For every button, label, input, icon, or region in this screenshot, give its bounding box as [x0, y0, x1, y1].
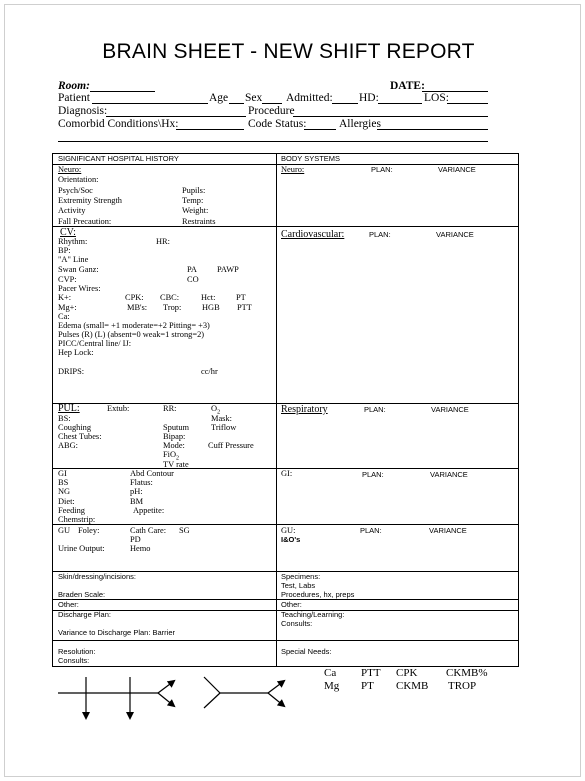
pulses-label: Pulses (R) (L) (absent=0 weak=1 strong=2): [58, 330, 205, 339]
restraints-label: Restraints: [182, 217, 216, 226]
cvp-label: CVP:: [58, 275, 77, 284]
mbs-label: MB's:: [127, 303, 148, 312]
resolution-label: Resolution:: [58, 647, 96, 656]
flatus-label: Flatus:: [130, 478, 153, 487]
discharge-label: Discharge Plan:: [58, 610, 111, 619]
extremity-label: Extremity Strength: [58, 196, 122, 205]
gi-system-label: GI:: [281, 469, 293, 478]
consults-right-label: Consults:: [281, 619, 313, 628]
resp-plan-label: PLAN:: [364, 405, 386, 414]
pawp-label: PAWP: [217, 265, 239, 274]
diet-label: Diet:: [58, 497, 75, 506]
pa-label: PA: [187, 265, 197, 274]
grid-line: [53, 640, 518, 641]
hd-field[interactable]: [378, 103, 422, 104]
test-labs-label: Test, Labs: [281, 581, 316, 590]
respiratory-label: Respiratory: [281, 404, 328, 415]
hr-label: HR:: [156, 237, 170, 246]
other-left-label: Other:: [58, 600, 79, 609]
other-right-label: Other:: [281, 600, 302, 609]
swan-label: Swan Ganz:: [58, 265, 99, 274]
gu-variance-label: VARIANCE: [429, 526, 467, 535]
cardiovascular-label: Cardiovascular:: [281, 229, 345, 240]
pul-title: PUL:: [58, 403, 80, 414]
lab-ckmb-pct: CKMB%: [446, 667, 488, 679]
procedures-label: Procedures, hx, preps: [281, 590, 355, 599]
procedure-field[interactable]: [293, 116, 488, 117]
patient-label: Patient: [58, 92, 90, 104]
los-field[interactable]: [447, 103, 488, 104]
cv-title: CV:: [60, 227, 76, 238]
bm-label: BM: [130, 497, 144, 506]
skin-label: Skin/dressing/incisions:: [58, 572, 136, 581]
braden-label: Braden Scale:: [58, 590, 106, 599]
room-label: Room:: [58, 80, 90, 92]
extub-label: Extub:: [107, 404, 130, 413]
los-label: LOS:: [424, 92, 449, 104]
gu-system-label: GU:: [281, 526, 296, 535]
gu-plan-label: PLAN:: [360, 526, 382, 535]
lab-mg: Mg: [324, 680, 340, 692]
sg-label: SG: [179, 526, 190, 535]
hd-label: HD:: [359, 92, 379, 104]
cchr-label: cc/hr: [201, 367, 218, 376]
urine-label: Urine Output:: [58, 544, 105, 553]
lab-trop: TROP: [448, 680, 477, 692]
weight-label: Weight:: [182, 206, 209, 215]
procedure-label: Procedure: [248, 105, 295, 117]
edema-label: Edema (small= +1 moderate=+2 Pitting= +3): [58, 321, 210, 330]
comorbid-label: Comorbid Conditions\Hx:: [58, 118, 179, 130]
consults-left-label: Consults:: [58, 656, 90, 665]
room-field[interactable]: [90, 91, 155, 92]
gi-bs-label: BS: [58, 478, 69, 487]
ph-label: pH:: [130, 487, 143, 496]
sputum-label: Sputum: [163, 423, 190, 432]
trop-label: Trop:: [163, 303, 182, 312]
cbc-label: CBC:: [160, 293, 180, 302]
bp-label: BP:: [58, 246, 71, 255]
feeding-label: Feeding: [58, 506, 85, 515]
gi-variance-label: VARIANCE: [430, 470, 468, 479]
ptt-label: PTT: [237, 303, 252, 312]
mg-label: Mg+:: [58, 303, 77, 312]
specimens-label: Specimens:: [281, 572, 321, 581]
psych-label: Psych/Soc: [58, 186, 93, 195]
fio2-subscript: 2: [176, 455, 180, 462]
grid-line: [53, 226, 518, 227]
special-needs-label: Special Needs:: [281, 647, 332, 656]
resp-variance-label: VARIANCE: [431, 405, 469, 414]
mode-label: Mode:: [163, 441, 185, 450]
cv-variance-label: VARIANCE: [436, 230, 474, 239]
allergies-field[interactable]: [377, 129, 488, 130]
variance-dc-label: Variance to Discharge Plan: Barrier: [58, 628, 175, 637]
lab-ptt: PTT: [361, 667, 381, 679]
teaching-label: Teaching/Learning:: [281, 610, 345, 619]
rhythm-label: Rhythm:: [58, 237, 88, 246]
lab-ckmb: CKMB: [396, 680, 429, 692]
page-title: BRAIN SHEET - NEW SHIFT REPORT: [102, 40, 475, 63]
cuff-label: Cuff Pressure: [208, 441, 254, 450]
fio2-text: FiO: [163, 450, 177, 459]
appetite-label: Appetite:: [133, 506, 165, 515]
cv-plan-label: PLAN:: [369, 230, 391, 239]
coughing-label: Coughing: [58, 423, 92, 432]
pacer-label: Pacer Wires:: [58, 284, 101, 293]
cath-care-label: Cath Care:: [130, 526, 167, 535]
foley-label: Foley:: [78, 526, 100, 535]
lab-pt: PT: [361, 680, 374, 692]
a-line-label: "A" Line: [58, 255, 89, 264]
diagnosis-label: Diagnosis:: [58, 105, 108, 117]
date-label: DATE:: [390, 80, 425, 92]
lab-cpk: CPK: [396, 667, 418, 679]
age-field[interactable]: [229, 103, 244, 104]
picc-label: PICC/Central line/ IJ:: [58, 339, 132, 348]
column-divider: [276, 154, 277, 666]
blank-line[interactable]: [58, 141, 488, 142]
comorbid-field[interactable]: [176, 129, 244, 130]
pupils-label: Pupils:: [182, 186, 206, 195]
pd-label: PD: [130, 535, 141, 544]
neuro-title: Neuro:: [58, 165, 82, 174]
rr-label: RR:: [163, 404, 177, 413]
abg-label: ABG:: [58, 441, 79, 450]
ca-label: Ca:: [58, 312, 70, 321]
io-label: I&O's: [281, 535, 301, 544]
patient-field[interactable]: [92, 103, 208, 104]
code-status-label: Code Status:: [248, 118, 307, 130]
hgb-label: HGB: [202, 303, 220, 312]
mask-label: Mask:: [211, 414, 232, 423]
neuro-plan-label: PLAN:: [371, 165, 393, 174]
gi-label: GI: [58, 469, 67, 478]
drips-label: DRIPS:: [58, 367, 85, 376]
history-heading: SIGNIFICANT HOSPITAL HISTORY: [58, 154, 179, 163]
chest-tubes-label: Chest Tubes:: [58, 432, 102, 441]
tv-rate-label: TV rate: [163, 460, 189, 469]
temp-label: Temp:: [182, 196, 204, 205]
triflow-label: Triflow: [211, 423, 237, 432]
abd-label: Abd Contour: [130, 469, 174, 478]
activity-label: Activity: [58, 206, 86, 215]
admitted-field[interactable]: [332, 103, 358, 104]
code-status-field[interactable]: [304, 129, 336, 130]
admitted-label: Admitted:: [286, 92, 333, 104]
orientation-label: Orientation:: [58, 175, 99, 184]
neuro-variance-label: VARIANCE: [438, 165, 476, 174]
pt-label: PT: [236, 293, 246, 302]
chemstrip-label: Chemstrip:: [58, 515, 96, 524]
k-label: K+:: [58, 293, 72, 302]
cpk-label: CPK:: [125, 293, 144, 302]
gu-label: GU: [58, 526, 71, 535]
sex-label: Sex: [245, 92, 263, 104]
allergies-label: Allergies: [339, 118, 381, 130]
lab-ca: Ca: [324, 667, 337, 679]
sex-field[interactable]: [262, 103, 282, 104]
ng-label: NG: [58, 487, 71, 496]
o2-text: O: [211, 404, 218, 413]
hct-label: Hct:: [201, 293, 216, 302]
hemo-label: Hemo: [130, 544, 151, 553]
bs-label: BS:: [58, 414, 71, 423]
grid-line: [53, 524, 518, 525]
fall-label: Fall Precaution:: [58, 217, 112, 226]
o2-subscript: 2: [217, 409, 221, 416]
age-label: Age: [209, 92, 229, 104]
systems-heading: BODY SYSTEMS: [281, 154, 341, 163]
co-label: CO: [187, 275, 199, 284]
diagnosis-field[interactable]: [106, 116, 246, 117]
gi-plan-label: PLAN:: [362, 470, 384, 479]
bipap-label: Bipap:: [163, 432, 186, 441]
neuro-system-label: Neuro:: [281, 165, 305, 174]
hep-label: Hep Lock:: [58, 348, 94, 357]
